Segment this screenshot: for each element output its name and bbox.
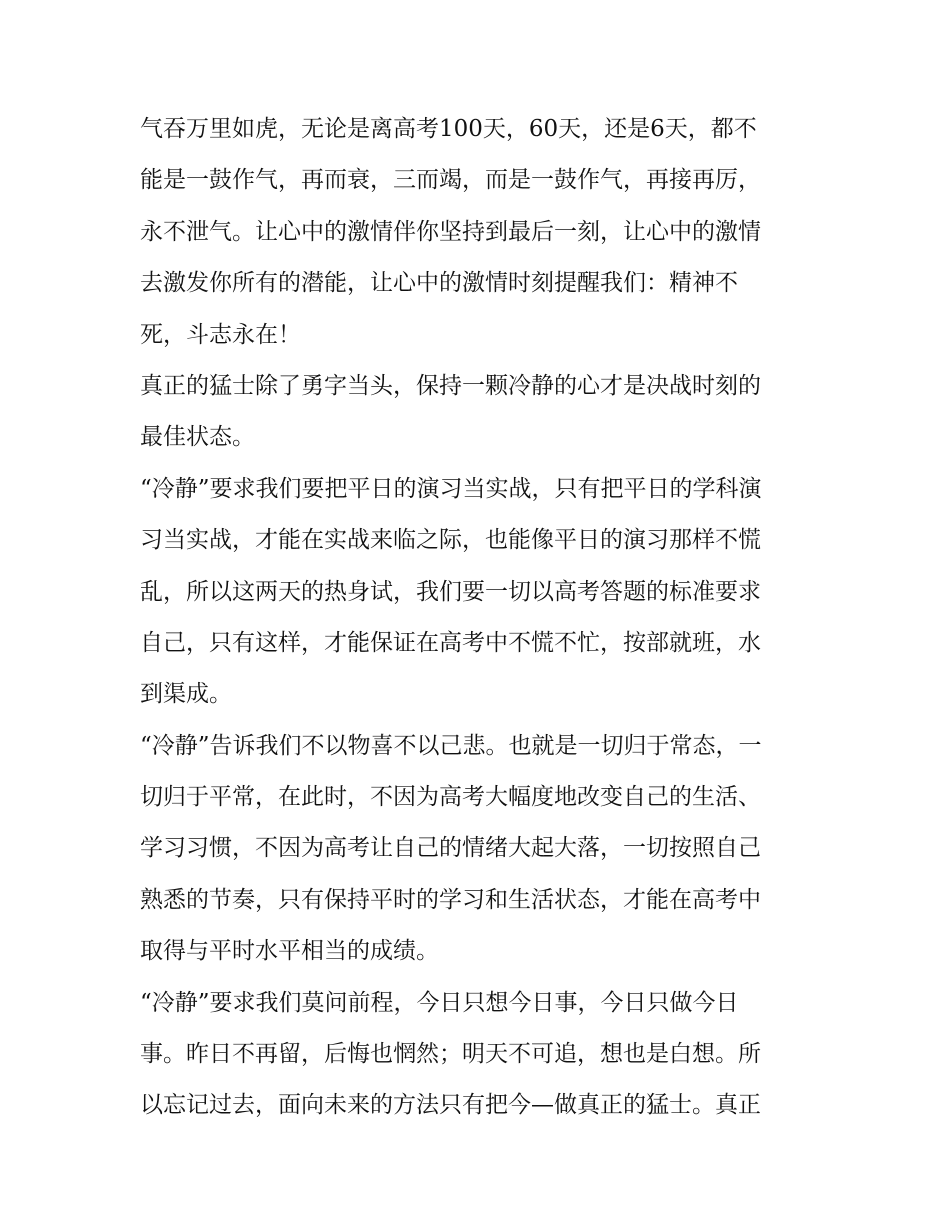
- text-line: 切归于平常，在此时，不因为高考大幅度地改变自己的生活、: [140, 784, 761, 811]
- text-line: 最佳状态。: [140, 424, 255, 451]
- text-line: 事。昨日不再留，后悔也惘然；明天不可追，想也是白想。所: [140, 1041, 761, 1068]
- text-line: 学习习惯，不因为高考让自己的情绪大起大落，一切按照自己: [140, 835, 761, 862]
- text-line: 到渠成。: [140, 681, 232, 708]
- text-line: 真正的猛士除了勇字当头，保持一颗冷静的心才是决战时刻的: [140, 372, 761, 399]
- text-line: 永不泄气。让心中的激情伴你坚持到最后一刻，让心中的激情: [140, 218, 761, 245]
- text-line: “冷静”告诉我们不以物喜不以己悲。也就是一切归于常态，一: [140, 732, 762, 759]
- text-line: 能是一鼓作气，再而衰，三而竭，而是一鼓作气，再接再厉，: [140, 167, 761, 194]
- text-line: 乱，所以这两天的热身试，我们要一切以高考答题的标准要求: [140, 578, 761, 605]
- text-line: “冷静”要求我们要把平日的演习当实战，只有把平日的学科演: [140, 475, 762, 502]
- text-line: 以忘记过去，面向未来的方法只有把今—做真正的猛士。真正: [140, 1092, 761, 1119]
- text-line: 气吞万里如虎，无论是离高考100天，60天，还是6天，都不: [140, 116, 757, 142]
- text-line: “冷静”要求我们莫问前程，今日只想今日事，今日只做今日: [140, 989, 739, 1016]
- text-line: 熟悉的节奏，只有保持平时的学习和生活状态，才能在高考中: [140, 886, 761, 913]
- text-line: 去激发你所有的潜能，让心中的激情时刻提醒我们：精神不: [140, 270, 738, 297]
- text-line: 死，斗志永在！: [140, 321, 301, 348]
- text-line: 习当实战，才能在实战来临之际，也能像平日的演习那样不慌: [140, 527, 761, 554]
- text-line: 取得与平时水平相当的成绩。: [140, 938, 439, 965]
- document-body: [140, 104, 820, 1132]
- text-line: 自己，只有这样，才能保证在高考中不慌不忙，按部就班，水: [140, 629, 761, 656]
